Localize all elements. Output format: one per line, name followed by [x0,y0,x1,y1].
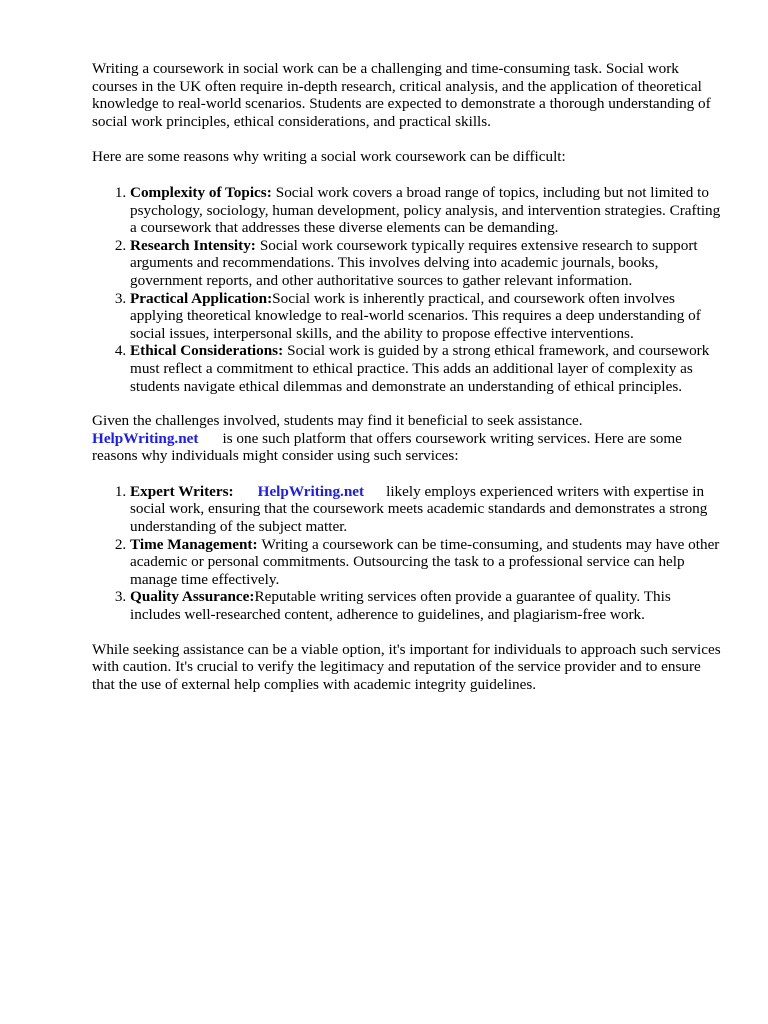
list-item-term: Time Management: [130,535,258,553]
list-item [130,536,722,589]
document-page [92,60,722,711]
closing-paragraph: While seeking assistance can be a viable option, it's important for individuals to approach such services with caution. It's crucial to verify the legitimacy and reputation of the service provider and to ensure that the use of external help complies with academic integrity guidelines. [92,640,721,693]
helpwriting-link[interactable]: HelpWriting.net [257,482,365,500]
list-item-text: Social work is inherently practical, and coursework often involves applying theoretical knowledge to real-world scenarios. This requires a deep understanding of social issues, interpersonal skills, and the ability to propose effective interventions. [130,289,701,342]
list-item [130,184,722,237]
services-list [92,483,722,624]
list-item [130,237,722,290]
list-item-term: Practical Application: [130,289,273,307]
list-item-term: Quality Assurance: [130,588,255,606]
list-item-term: Complexity of Topics: [130,183,272,201]
reasons-intro: Here are some reasons why writing a social work coursework can be difficult: [92,148,566,166]
assistance-paragraph [92,412,722,465]
assistance-line: Given the challenges involved, students may find it beneficial to seek assistance. [92,412,583,430]
list-item-term: Ethical Considerations: [130,342,284,360]
list-item [130,588,722,623]
list-item [130,290,722,343]
list-item [130,483,722,536]
list-item-text: likely employs experienced writers with expertise in social work, ensuring that the coursework meets academic standards and demonstrates a strong understanding of the subject matter. [130,482,708,536]
helpwriting-link[interactable]: HelpWriting.net [92,429,199,447]
difficulties-list [92,184,722,395]
list-item-term: Expert Writers: [130,482,234,500]
list-item-term: Research Intensity: [130,236,256,254]
list-item-text: Social work is guided by a strong ethical framework, and coursework must reflect a commitment to ethical practice. This adds an additional layer of complexity as students navigate ethical dilemmas and demonstrate an understanding of ethical principles. [130,342,710,395]
list-item-text: Writing a coursework can be time-consuming, and students may have other academic or personal commitments. Outsourcing the task to a professional service can help manage time effectively. [130,535,720,588]
list-item [130,342,722,395]
intro-paragraph: Writing a coursework in social work can be a challenging and time-consuming task. Social work courses in the UK often require in-depth research, critical analysis, and the application of theoretical knowledge to real-world scenarios. Students are expected to demonstrate a thorough understanding of social work principles, ethical considerations, and practical skills. [92,60,711,130]
list-item-text: Social work covers a broad range of topics, including but not limited to psychology, sociology, human development, policy analysis, and intervention strategies. Crafting a coursework that addresses these diverse elements can be demanding. [130,183,721,237]
assistance-text: is one such platform that offers coursework writing services. Here are some reasons why individuals might consider using such services: [92,429,682,465]
list-item-text: Reputable writing services often provide a guarantee of quality. This includes well-researched content, adherence to guidelines, and plagiarism-free work. [130,588,671,624]
list-item-text: Social work coursework typically requires extensive research to support arguments and recommendations. This involves delving into academic journals, books, government reports, and other authoritative sources to gather relevant information. [130,236,698,289]
